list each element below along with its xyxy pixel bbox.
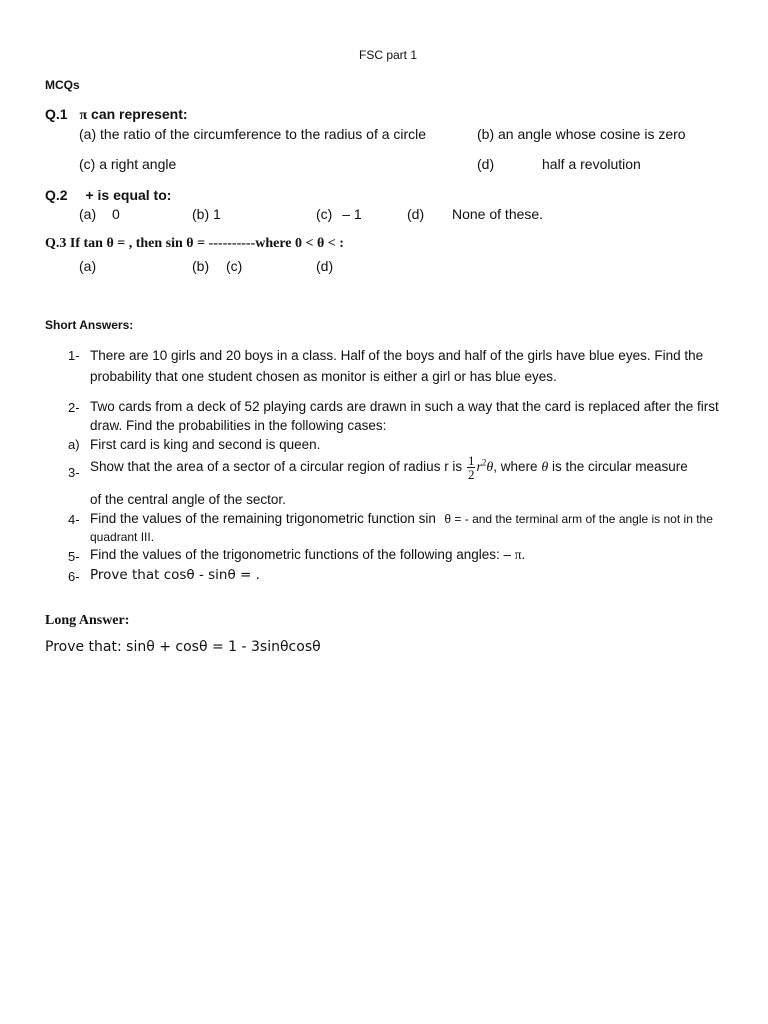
text: θ = - and the terminal arm of the angle is not in the quadrant III. [90,512,713,544]
q3-option-b: (b) [192,258,210,274]
q1-option-d-label: (d) [477,156,495,172]
q1-option-a [79,126,426,142]
short-question-2a: First card is king and second is queen. [90,437,321,452]
item-number: 2- [68,400,80,415]
q3-stem: Q.3 If tan θ = , then sin θ = ----------where 0 < θ < : [45,236,344,251]
q1-option-c [79,156,176,172]
item-number: a) [68,437,80,452]
q1-stem [45,106,188,124]
short-question-3-line1 [90,454,688,481]
q1-stem-text: can represent: [91,106,188,122]
text: Show that the area of a sector of a circular region of radius r is [90,459,463,475]
option-label: (c) [79,156,96,172]
long-question: Prove that: sinθ + cosθ = 1 - 3sinθcosθ [45,639,321,655]
text: Find the values of the remaining trigonometric function sin [90,511,436,526]
pi-symbol: π. [514,547,525,562]
q3-option-d: (d) [316,258,334,274]
option-label: (c) [316,206,333,222]
mcqs-heading: MCQs [45,78,80,92]
short-question-2: Two cards from a deck of 52 playing cards are drawn in such a way that the card is replaced after the first draw. Find the probabilities in the following cases: [90,399,719,433]
var-theta: θ [541,460,549,476]
option-text: the ratio of the circumference to the radius of a circle [100,126,427,142]
text: is the circular measure [552,459,688,475]
var-theta: θ [486,460,494,476]
long-answer-heading: Long Answer: [45,613,130,628]
short-question-6: Prove that cosθ - sinθ = . [90,567,260,583]
option-text: 1 [213,206,221,222]
option-label: (a) [79,126,97,142]
option-text: an angle whose cosine is zero [498,126,686,142]
text: , where [493,459,538,475]
q2-option-d-label: (d) [407,206,425,222]
option-label: (b) [192,206,210,222]
var-r: r [476,460,482,476]
q1-label: Q.1 [45,106,68,122]
exponent: 2 [481,457,487,468]
q1-option-b [477,126,686,142]
fraction-half [467,454,476,481]
q3-option-c: (c) [226,258,243,274]
q2-option-a [79,206,120,222]
short-answers-heading: Short Answers: [45,318,134,332]
option-label: (b) [477,126,495,142]
denominator: 2 [467,467,475,482]
item-number: 3- [68,465,80,480]
item-number: 1- [68,348,80,363]
q2-stem-text: + is equal to: [85,187,172,203]
short-question-3-line2: of the central angle of the sector. [90,492,286,507]
item-number: 5- [68,549,80,564]
option-label: (a) [79,206,97,222]
short-question-4 [90,510,730,546]
q2-label: Q.2 [45,187,68,203]
option-text: a right angle [99,156,177,172]
q3-option-a: (a) [79,258,97,274]
q1-option-d-text: half a revolution [542,156,641,172]
text: Find the values of the trigonometric functions of the following angles: – [90,547,511,562]
item-number: 4- [68,512,80,527]
q2-option-c [316,206,362,222]
numerator: 1 [467,453,475,468]
option-text: – 1 [342,206,362,222]
short-question-1: There are 10 girls and 20 boys in a class. Half of the boys and half of the girls have blue eyes. Find the probability that one student chosen as monitor is either a girl or has blue eyes. [90,348,704,384]
option-text: 0 [112,206,120,222]
q2-option-b [192,206,221,222]
q2-stem [45,187,171,203]
pi-symbol: π [79,108,88,123]
short-question-5 [90,547,525,563]
q2-option-d-text: None of these. [452,206,544,222]
document-title: FSC part 1 [359,48,418,62]
item-number: 6- [68,569,80,584]
